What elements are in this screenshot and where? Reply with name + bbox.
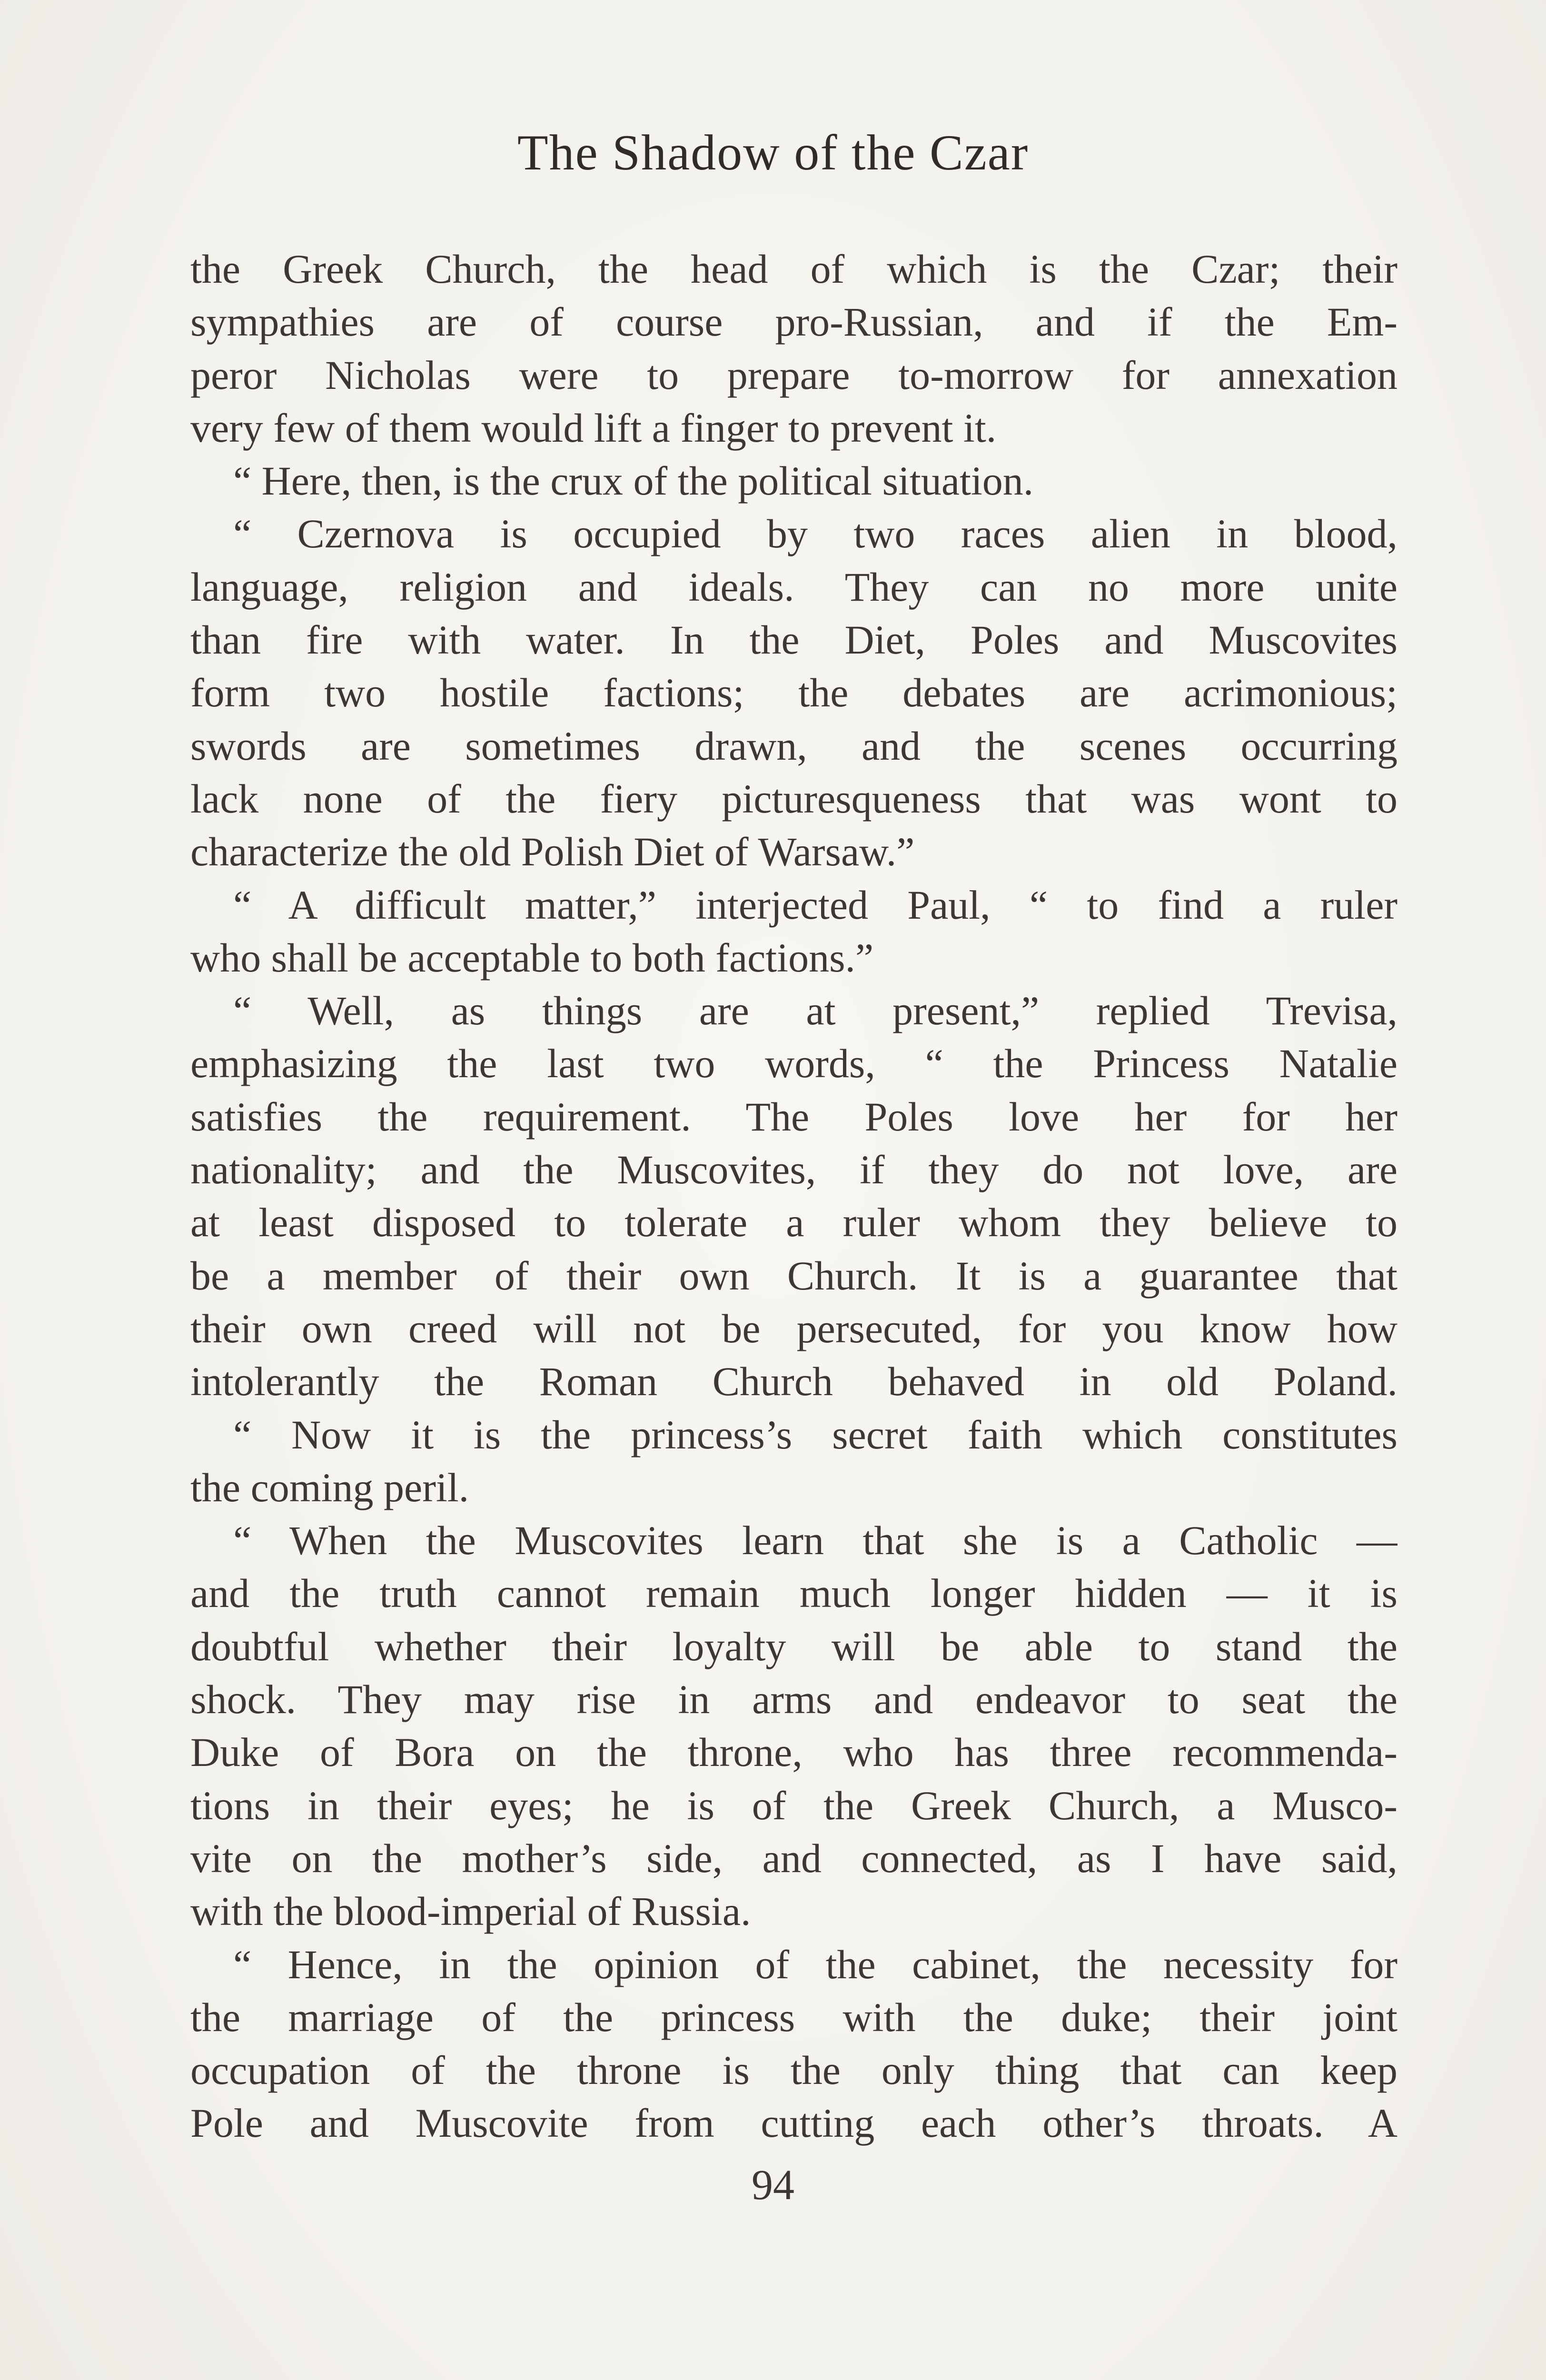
text-line: intolerantly the Roman Church behaved in old Poland. (190, 1359, 1397, 1405)
text-line: very few of them would lift a finger to prevent it. (190, 405, 997, 451)
text-line: “ Hence, in the opinion of the cabinet, the necessity for (233, 1941, 1397, 1987)
text-line: vite on the mother’s side, and connected, as I have said, (190, 1835, 1397, 1881)
text-line: “ A difficult matter,” interjected Paul, “ to find a ruler (233, 882, 1397, 928)
text-line: the coming peril. (190, 1464, 469, 1510)
text-line: characterize the old Polish Diet of Warsaw.” (190, 829, 915, 875)
text-line: Pole and Muscovite from cutting each other’s throats. A (190, 2100, 1397, 2146)
text-line: “ When the Muscovites learn that she is a Catholic — (233, 1517, 1397, 1564)
text-line: “ Now it is the princess’s secret faith which constitutes (233, 1411, 1397, 1458)
text-line: with the blood-imperial of Russia. (190, 1888, 751, 1934)
text-line: “ Well, as things are at present,” replied Trevisa, (233, 988, 1397, 1034)
text-line: peror Nicholas were to prepare to-morrow for annexation (190, 352, 1397, 398)
text-line: be a member of their own Church. It is a guarantee that (190, 1252, 1397, 1299)
text-line: Duke of Bora on the throne, who has three recommenda- (190, 1729, 1397, 1775)
text-line: at least disposed to tolerate a ruler whom they believe to (190, 1200, 1397, 1246)
text-line: shock. They may rise in arms and endeavor to seat the (190, 1676, 1397, 1723)
text-line: doubtful whether their loyalty will be able to stand the (190, 1623, 1397, 1669)
text-line: form two hostile factions; the debates are acrimonious; (190, 670, 1397, 716)
text-line: tions in their eyes; he is of the Greek Church, a Musco- (190, 1782, 1397, 1828)
text-line: their own creed will not be persecuted, for you know how (190, 1305, 1397, 1351)
text-line: and the truth cannot remain much longer hidden — it is (190, 1570, 1397, 1616)
text-line: satisfies the requirement. The Poles love her for her (190, 1093, 1397, 1140)
page-number: 94 (752, 2162, 794, 2209)
text-line: “ Czernova is occupied by two races alien in blood, (233, 511, 1397, 557)
text-line: the Greek Church, the head of which is the Czar; their (190, 246, 1397, 292)
text-line: than fire with water. In the Diet, Poles and Muscovites (190, 617, 1397, 663)
text-line: language, religion and ideals. They can no more unite (190, 564, 1397, 610)
text-line: sympathies are of course pro-Russian, and if the Em- (190, 299, 1397, 345)
text-line: nationality; and the Muscovites, if they do not love, are (190, 1147, 1397, 1193)
running-title: The Shadow of the Czar (517, 125, 1029, 180)
text-line: swords are sometimes drawn, and the scenes occurring (190, 723, 1397, 769)
text-line: who shall be acceptable to both factions.” (190, 934, 874, 981)
text-line: “ Here, then, is the crux of the political situation. (233, 458, 1034, 504)
text-line: emphasizing the last two words, “ the Princess Natalie (190, 1041, 1397, 1087)
body-text (190, 243, 1397, 2150)
text-line: occupation of the throne is the only thing that can keep (190, 2047, 1397, 2093)
text-line: lack none of the fiery picturesqueness that was wont to (190, 775, 1397, 822)
text-line: the marriage of the princess with the duke; their joint (190, 1994, 1397, 2040)
